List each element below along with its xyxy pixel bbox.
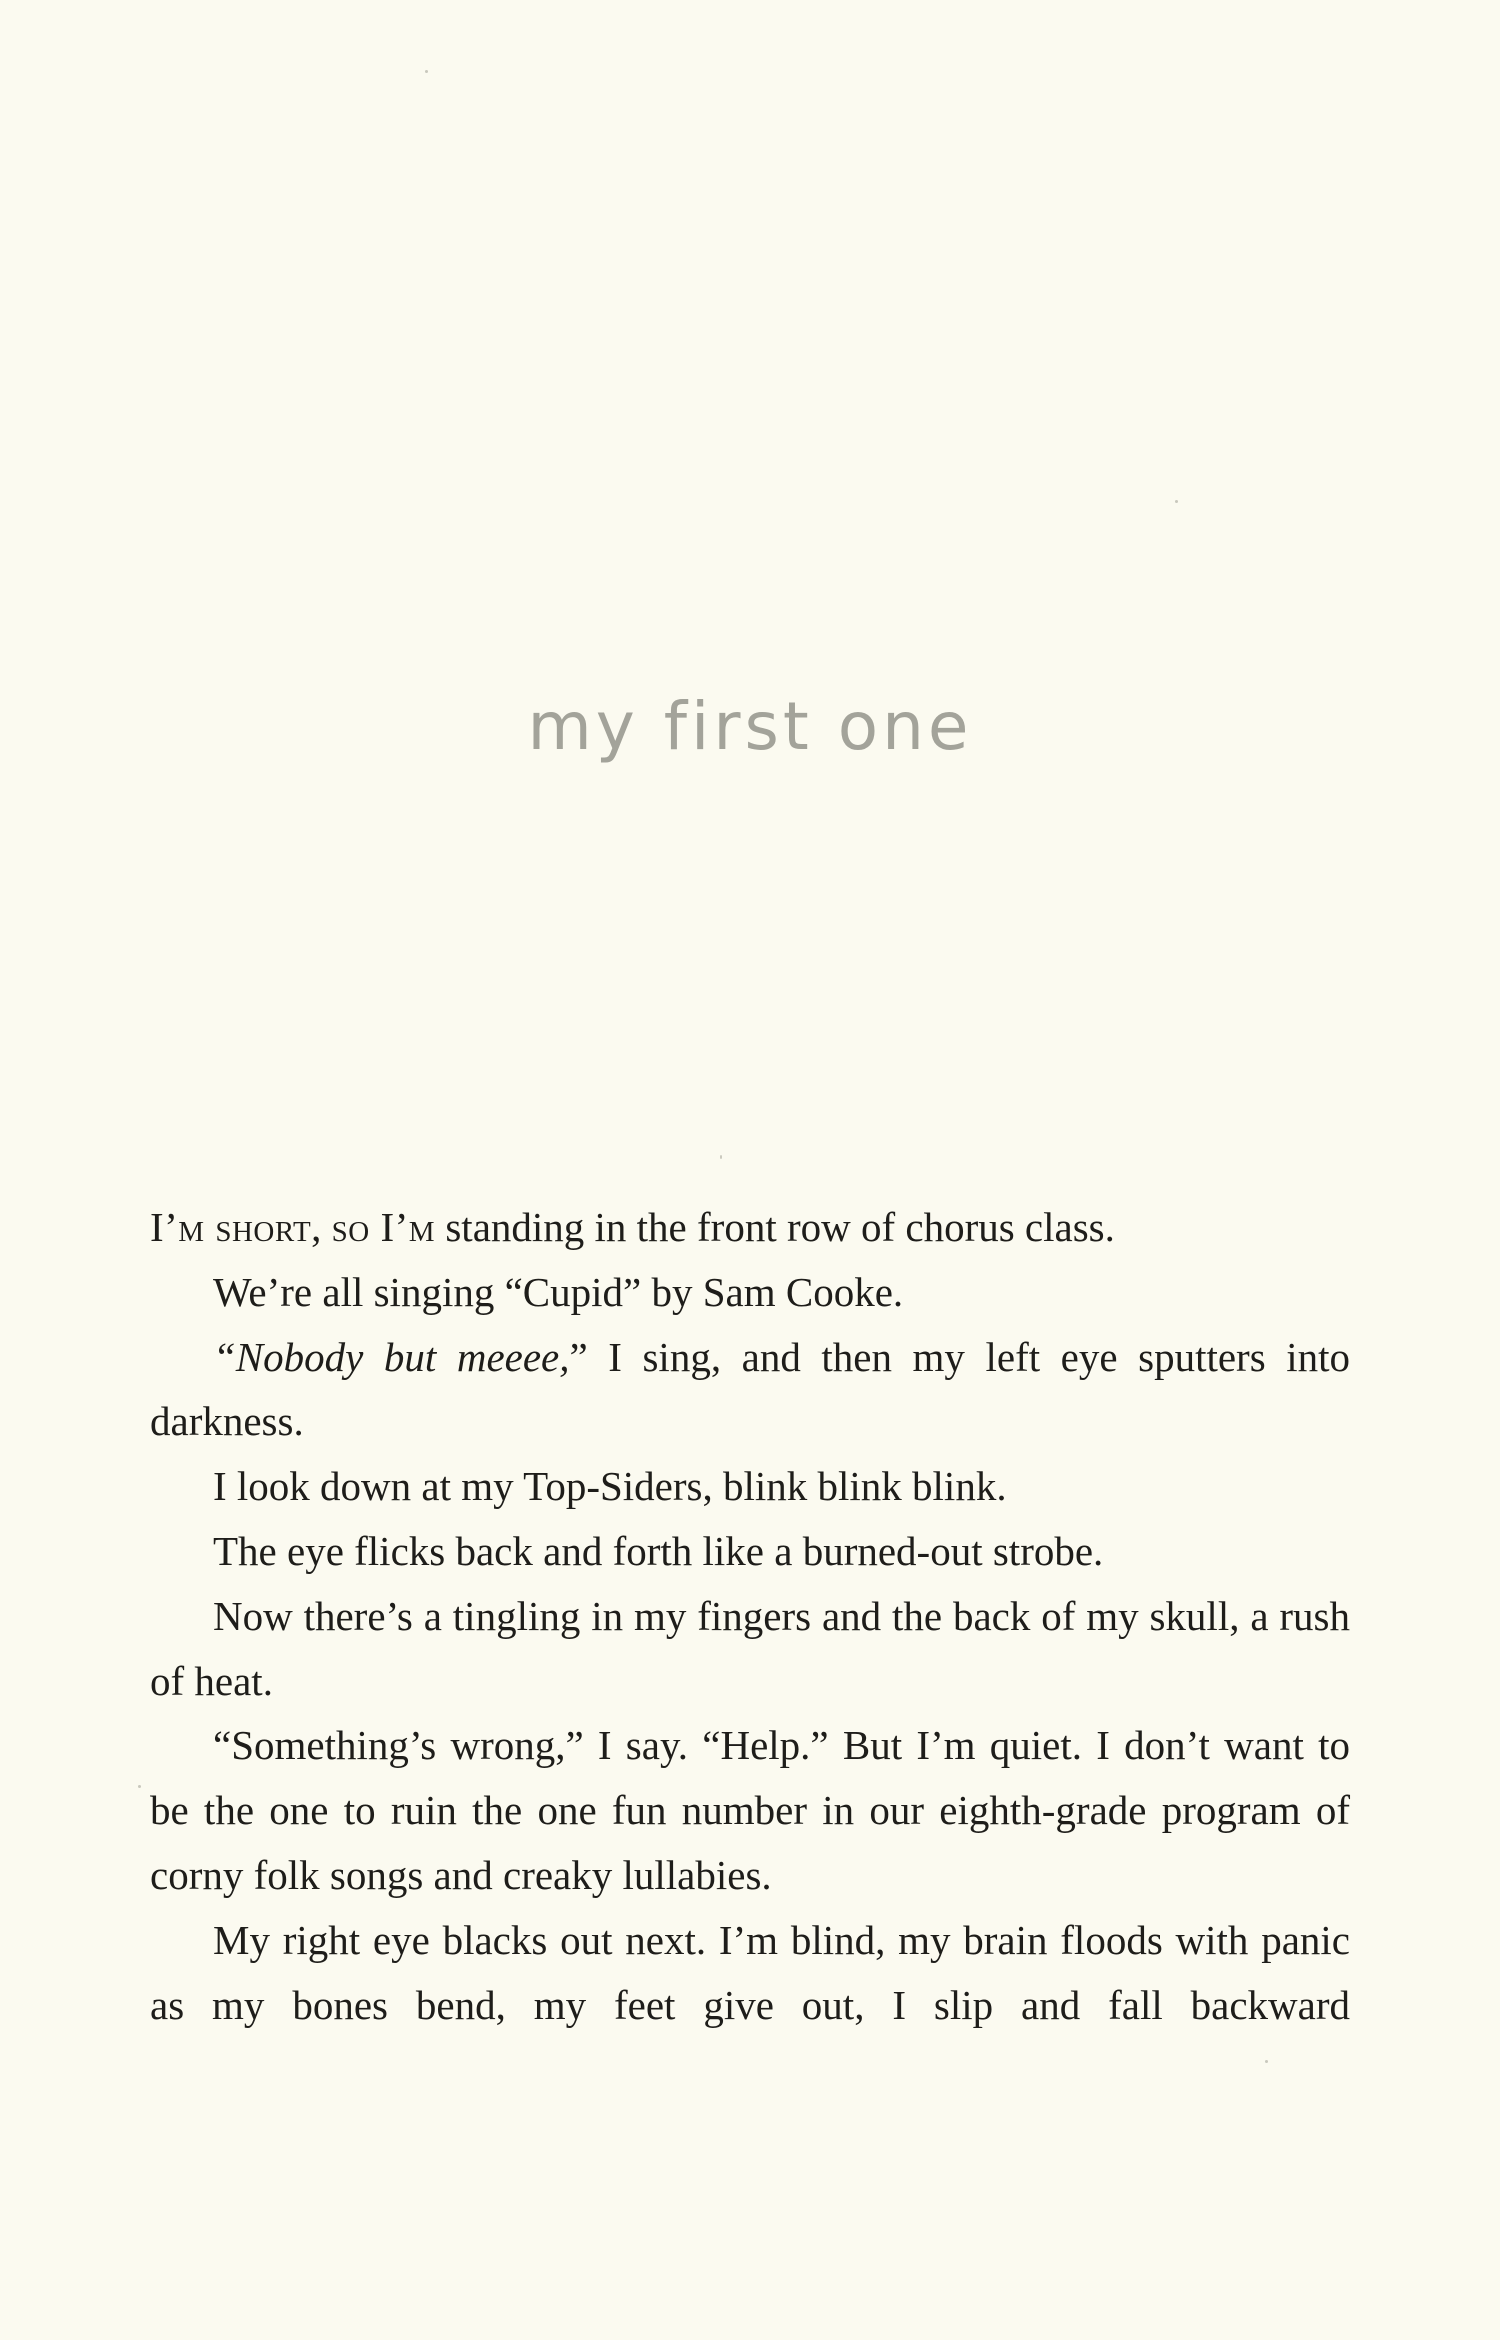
paragraph-1-rest: standing in the front row of chorus class. <box>435 1204 1115 1250</box>
opening-smallcaps-1: I’m short <box>150 1204 312 1250</box>
paragraph-1 <box>150 1195 1350 1260</box>
paragraph-4: I look down at my Top-Siders, blink blink blink. <box>213 1463 1007 1510</box>
paper-speck <box>425 70 428 73</box>
paragraph-3 <box>150 1325 1350 1455</box>
paper-speck <box>720 1155 722 1159</box>
opening-smallcaps-2: so I’m <box>331 1204 436 1250</box>
paragraph-6: Now there’s a tingling in my fingers and the back of my skull, a rush of heat. <box>150 1592 1350 1704</box>
paragraph-2: We’re all singing “Cupid” by Sam Cooke. <box>213 1268 904 1315</box>
opening-comma: , <box>311 1204 332 1250</box>
paper-speck <box>1175 500 1178 503</box>
body-text <box>150 1195 1350 2037</box>
paper-speck <box>138 1785 141 1788</box>
paragraph-8: My right eye blacks out next. I’m blind, my brain floods with panic as my bones bend, my feet give out, I slip and fall backward <box>150 1916 1350 2028</box>
paragraph-3-rest: ” I sing, and then my left eye sputters into darkness. <box>150 1333 1351 1445</box>
paragraph-7: “Something’s wrong,” I say. “Help.” But I’m quiet. I don’t want to be the one to ruin the one fun number in our eighth-grade program of corny folk songs and creaky lullabies. <box>150 1722 1350 1898</box>
paragraph-5: The eye flicks back and forth like a burned-out strobe. <box>213 1527 1104 1574</box>
chapter-title: my first one <box>527 688 973 765</box>
paragraph-3-italic: “Nobody but meeee, <box>213 1333 570 1380</box>
paper-speck <box>1265 2060 1268 2063</box>
